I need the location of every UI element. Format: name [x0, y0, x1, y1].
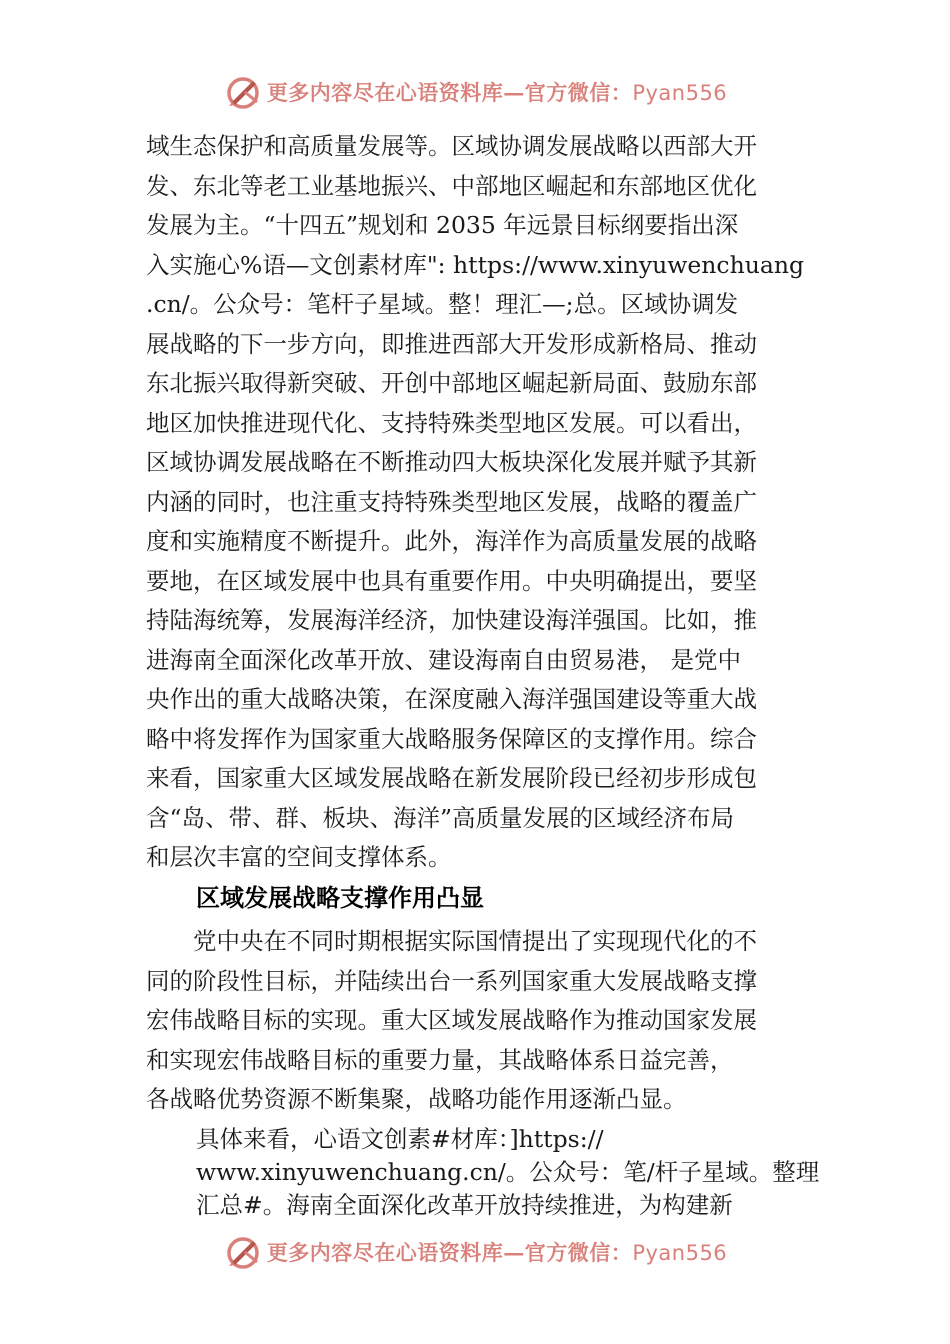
text-line: 区域协调发展战略在不断推动四大板块深化发展并赋予其新	[146, 448, 757, 476]
text-line: 要地，在区域发展中也具有重要作用。中央明确提出，要坚	[146, 566, 757, 595]
section-heading: 区域发展战略支撑作用凸显	[196, 884, 484, 912]
paragraph-2	[146, 922, 811, 1120]
text-line: .cn/。公众号：笔杆子星域。整！理汇—;总。区域协调发	[146, 290, 739, 318]
banner-text	[267, 77, 727, 107]
text-line: 和层次丰富的空间支撑体系。	[146, 843, 452, 871]
text-line: 域生态保护和高质量发展等。区域协调发展战略以西部大开	[146, 132, 757, 160]
text-line: 展战略的下一步方向，即推进西部大开发形成新格局、推动	[146, 329, 757, 358]
paragraph-1	[146, 127, 811, 878]
header-banner	[0, 72, 950, 112]
text-line: 地区加快推进现代化、支持特殊类型地区发展。可以看出，	[146, 408, 757, 437]
text-line: 持陆海统筹，发展海洋经济，加快建设海洋强国。比如，推	[146, 606, 757, 634]
text-line: 进海南全面深化改革开放、建设海南自由贸易港， 是党中	[146, 645, 741, 674]
paragraph-3	[196, 1123, 861, 1222]
text-line: 度和实施精度不断提升。此外，海洋作为高质量发展的战略	[146, 527, 757, 555]
text-line: 入实施心%语—文创素材库": https://www.xinyuwenchuang	[146, 250, 805, 279]
wechat-id: Pyan556	[632, 81, 728, 105]
pen-logo-icon	[223, 1232, 263, 1272]
text-line: 同的阶段性目标，并陆续出台一系列国家重大发展战略支撑	[146, 966, 757, 995]
text-line: 具体来看，心语文创素#材库：]https://	[196, 1125, 604, 1153]
banner-label: 更多内容尽在心语资料库—官方微信：	[266, 80, 633, 105]
pen-logo-icon	[223, 72, 263, 112]
footer-banner	[0, 1232, 950, 1272]
text-line: 党中央在不同时期根据实际国情提出了实现现代化的不	[146, 927, 757, 955]
text-line: 宏伟战略目标的实现。重大区域发展战略作为推动国家发展	[146, 1006, 757, 1034]
text-line: 含“岛、带、群、板块、海洋”高质量发展的区域经济布局	[146, 803, 735, 832]
banner-text	[267, 1237, 727, 1267]
text-line: 各战略优势资源不断集聚，战略功能作用逐渐凸显。	[146, 1085, 687, 1113]
text-line: 略中将发挥作为国家重大战略服务保障区的支撑作用。综合	[146, 724, 757, 753]
text-line: 和实现宏伟战略目标的重要力量，其战略体系日益完善，	[146, 1045, 734, 1074]
wechat-id: Pyan556	[632, 1241, 728, 1265]
text-line: 汇总#。海南全面深化改革开放持续推进，为构建新	[196, 1191, 733, 1219]
banner-label: 更多内容尽在心语资料库—官方微信：	[266, 1240, 633, 1265]
text-line: www.xinyuwenchuang.cn/。公众号：笔/杆子星域。整理	[196, 1158, 820, 1186]
text-line: 发展为主。“十四五”规划和 2035 年远景目标纲要指出深	[146, 211, 739, 239]
text-line: 东北振兴取得新突破、开创中部地区崛起新局面、鼓励东部	[146, 369, 757, 397]
text-line: 央作出的重大战略决策，在深度融入海洋强国建设等重大战	[146, 685, 757, 713]
text-line: 内涵的同时，也注重支持特殊类型地区发展，战略的覆盖广	[146, 487, 757, 516]
text-line: 来看，国家重大区域发展战略在新发展阶段已经初步形成包	[146, 764, 757, 792]
text-line: 发、东北等老工业基地振兴、中部地区崛起和东部地区优化	[146, 171, 757, 200]
